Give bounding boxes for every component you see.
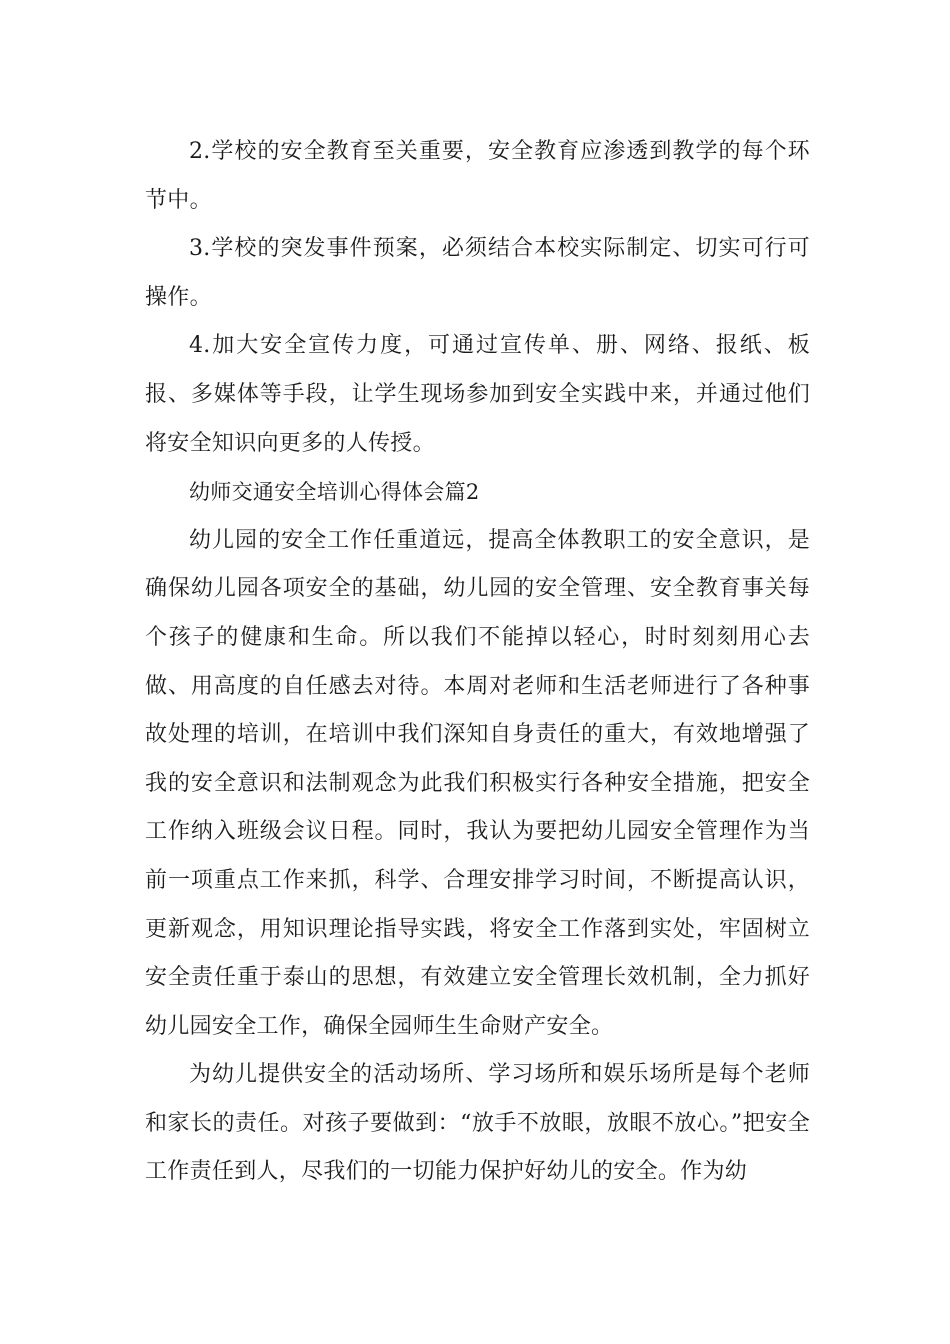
paragraph-item-3: 3.学校的突发事件预案，必须结合本校实际制定、切实可行可操作。 <box>145 236 810 310</box>
paragraph-item-2: 2.学校的安全教育至关重要，安全教育应渗透到教学的每个环节中。 <box>145 139 810 213</box>
paragraph-item-4: 4.加大安全宣传力度，可通过宣传单、册、网络、报纸、板报、多媒体等手段，让学生现场参加到安全实践中来，并通过他们将安全知识向更多的人传授。 <box>145 333 810 456</box>
section-paragraph-2: 为幼儿提供安全的活动场所、学习场所和娱乐场所是每个老师和家长的责任。对孩子要做到：“放手不放眼，放眼不放心。”把安全工作责任到人，尽我们的一切能力保护好幼儿的安全。作为幼 <box>145 1062 810 1185</box>
document-body <box>145 128 810 1197</box>
section-title: 幼师交通安全培训心得体会篇2 <box>189 480 480 505</box>
section-paragraph-1: 幼儿园的安全工作任重道远，提高全体教职工的安全意识，是确保幼儿园各项安全的基础，幼儿园的安全管理、安全教育事关每个孩子的健康和生命。所以我们不能掉以轻心，时时刻刻用心去做、用高度的自任感去对待。本周对老师和生活老师进行了各种事故处理的培训，在培训中我们深知自身责任的重大，有效地增强了我的安全意识和法制观念为此我们积极实行各种安全措施，把安全工作纳入班级会议日程。同时，我认为要把幼儿园安全管理作为当前一项重点工作来抓，科学、合理安排学习时间，不断提高认识，更新观念，用知识理论指导实践，将安全工作落到实处，牢固树立安全责任重于泰山的思想，有效建立安全管理长效机制，全力抓好幼儿园安全工作，确保全园师生生命财产安全。 <box>145 527 810 1039</box>
